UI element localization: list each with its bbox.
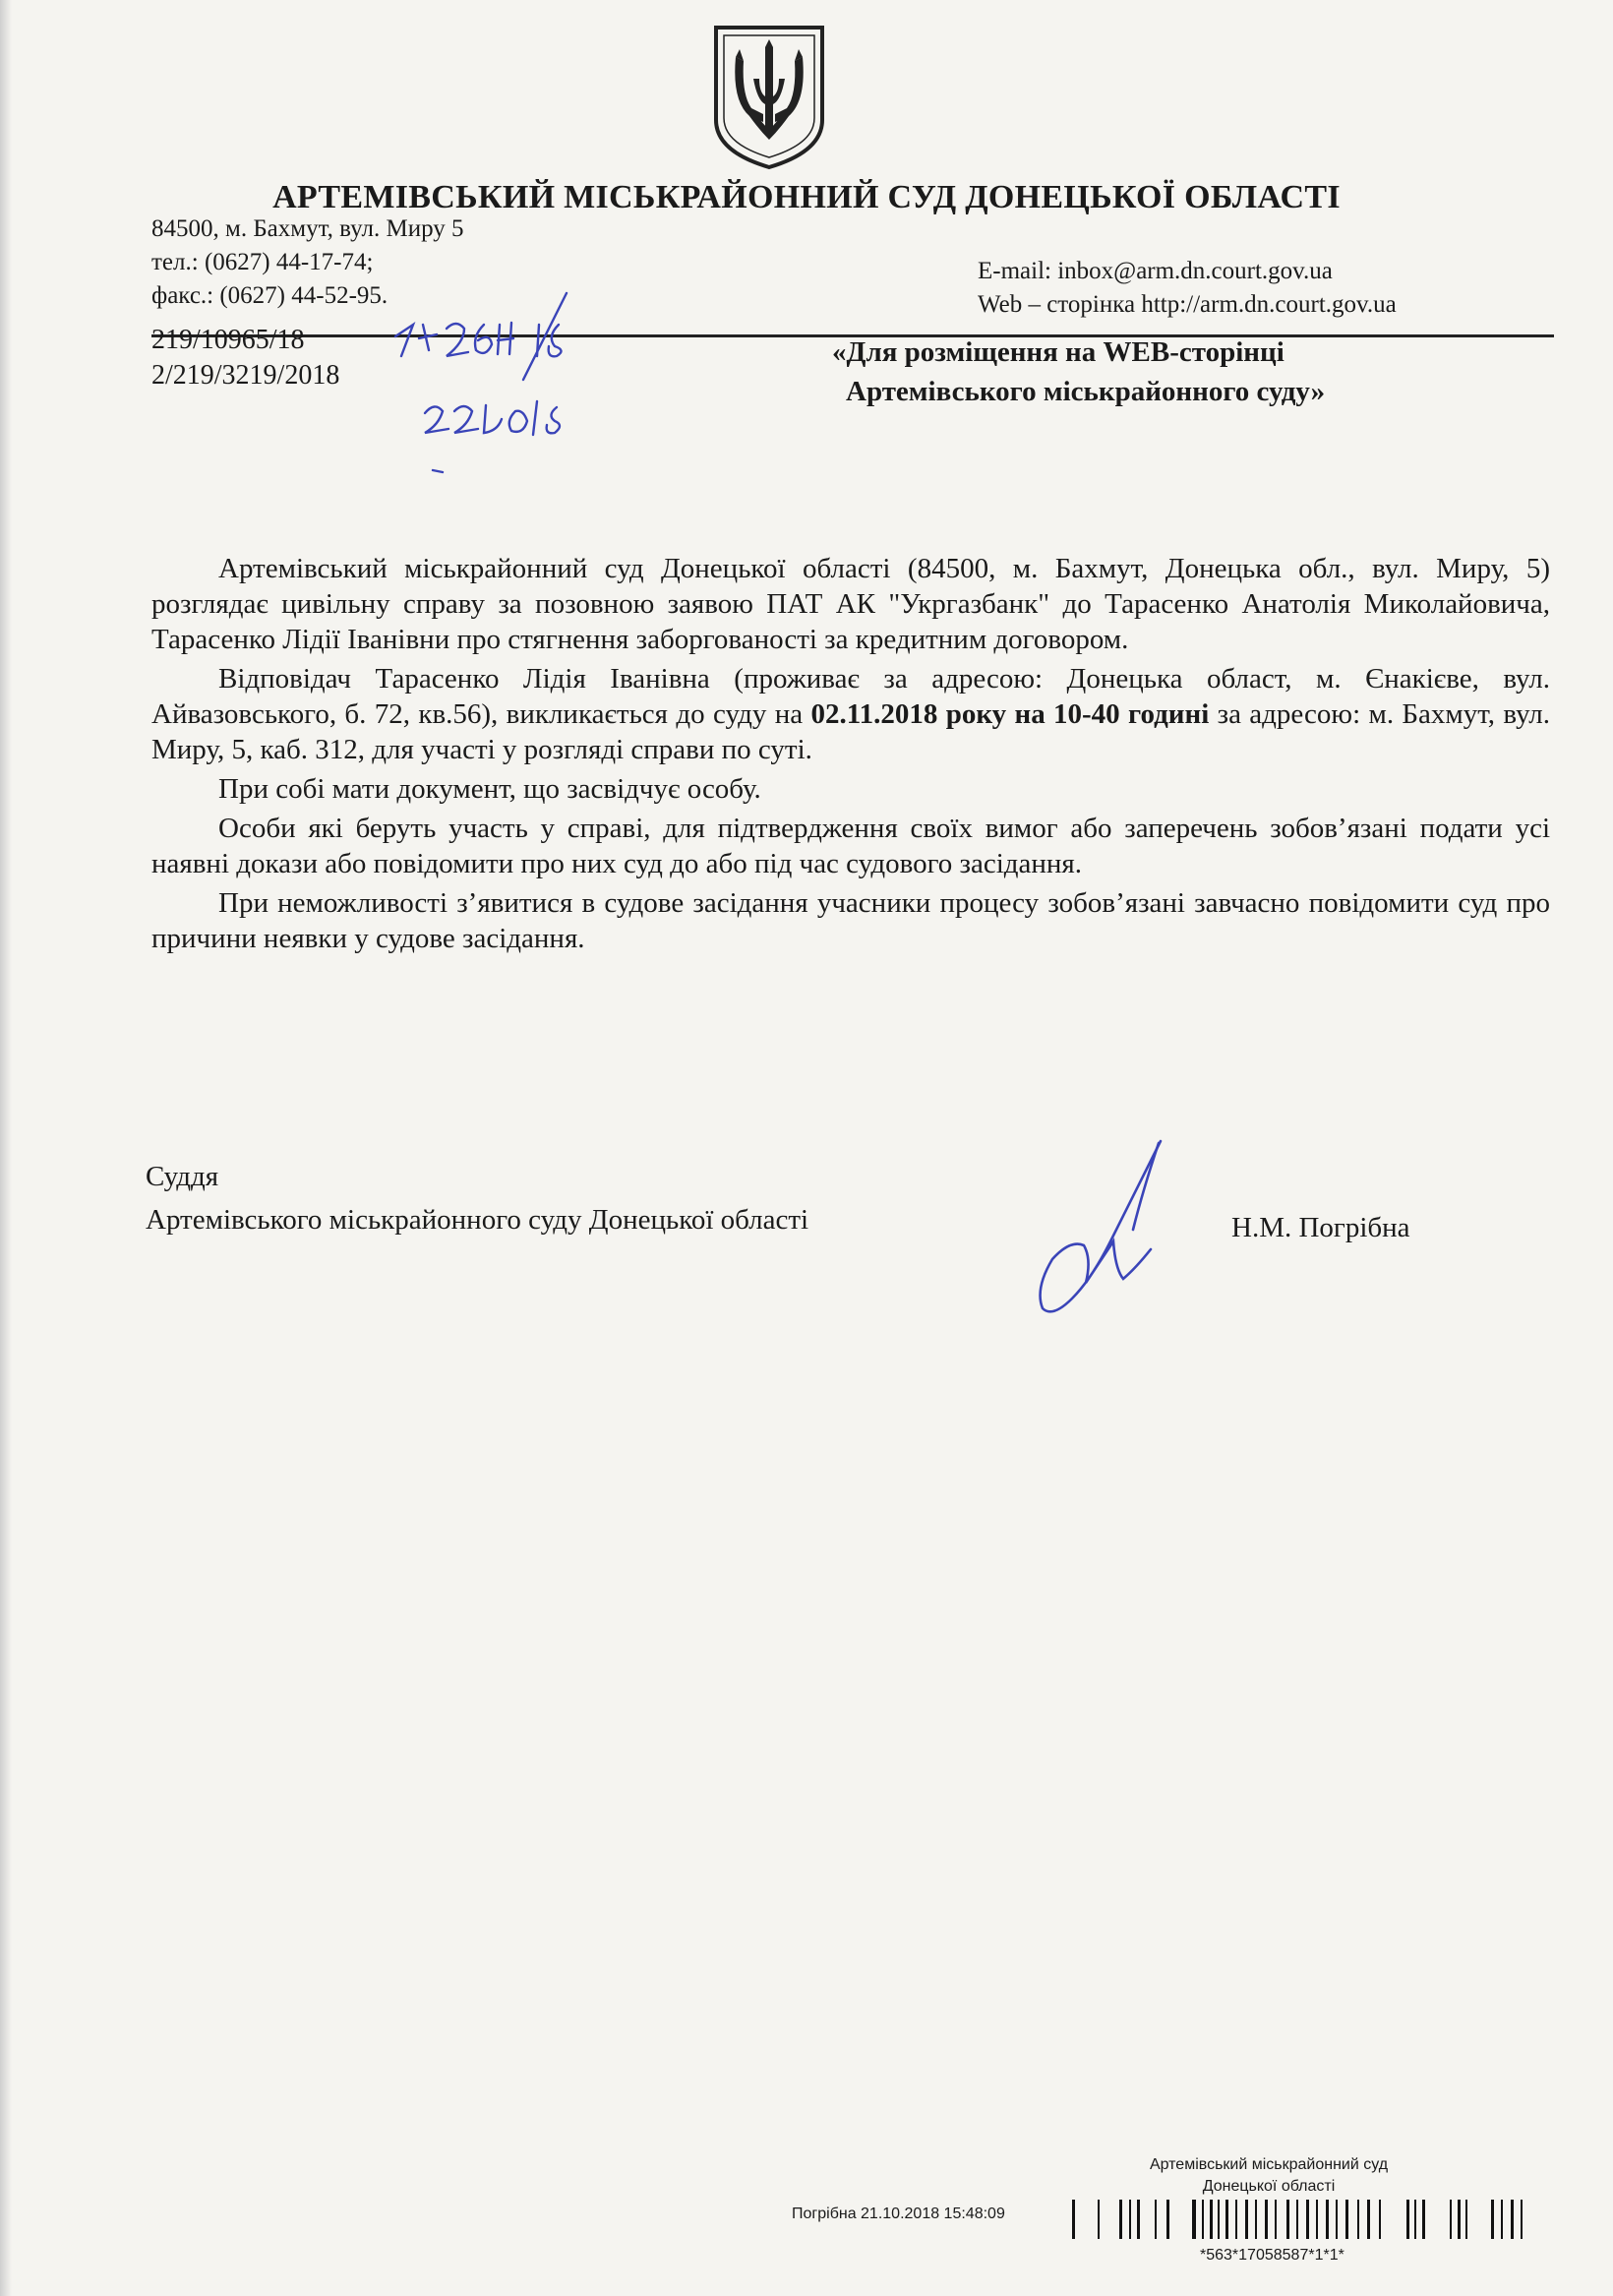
summons-text-end: за адресою: м. Бахмут, вул. Миру, 5, каб. 312, для участі у розгляді справи по суті. [151, 698, 1551, 765]
coat-of-arms-icon [710, 22, 828, 171]
stamp-court-line-2: Донецької області [1202, 2178, 1336, 2195]
case-number: 219/10965/18 [151, 325, 305, 355]
stamp-court-line-1: Артемівський міськрайонний суд [1149, 2156, 1389, 2173]
handwritten-signature [1013, 1131, 1200, 1338]
digital-signature-timestamp: Погрібна 21.10.2018 15:48:09 [792, 2205, 1005, 2222]
web-publication-note [832, 332, 1325, 411]
court-email: E-mail: inbox@arm.dn.court.gov.ua [978, 258, 1333, 284]
paragraph-absence-notice: При неможливості з’явитися в судове засідання учасники процесу зобов’язані завчасно повідомити суд про причини неявки у судове засідання. [151, 887, 1550, 954]
judge-name: Н.М. Погрібна [1231, 1212, 1410, 1243]
handwritten-registration-marks [374, 285, 669, 482]
summons-body [151, 551, 1550, 956]
barcode-icon [1072, 2200, 1534, 2239]
court-fax: факс.: (0627) 44-52-95. [151, 282, 388, 309]
contact-block-right [978, 255, 1397, 322]
court-website: Web – сторінка http://arm.dn.court.gov.ua [978, 291, 1397, 318]
web-note-line-2: Артемівського міськрайонного суду» [846, 376, 1326, 407]
paragraph-evidence: Особи які беруть участь у справі, для підтвердження своїх вимог або заперечень зобов’язані подати усі наявні докази або повідомити про них суд до або під час судового засідання. [151, 813, 1550, 879]
proceeding-number: 2/219/3219/2018 [151, 360, 340, 391]
court-address: 84500, м. Бахмут, вул. Миру 5 [151, 215, 464, 242]
judge-court: Артемівського міськрайонного суду Донецької області [146, 1204, 809, 1236]
paragraph-case-description: Артемівський міськрайонний суд Донецької області (84500, м. Бахмут, Донецька обл., вул. Миру, 5) розглядає цивільну справу за позовною заявою ПАТ АК "Укргазбанк" до Тарасенко Анатолія Миколайовича, Тарасенко Лідії Іванівни про стягнення заборгованості за кредитним договором. [151, 553, 1550, 655]
case-numbers [151, 323, 339, 393]
digital-stamp-court [1141, 2154, 1397, 2198]
barcode-number: *563*17058587*1*1* [1200, 2247, 1344, 2264]
web-note-line-1: «Для розміщення на WEB-сторінці [832, 336, 1284, 368]
summons-text-start: Відповідач Тарасенко Лідія Іванівна (проживає за адресою: Донецька област, м. Єнакієве, вул. Айвазовського, б. 72, кв.56), викликається до суду на [151, 663, 1550, 730]
scan-edge-shadow [0, 0, 12, 2296]
judge-title: Суддя [146, 1161, 219, 1192]
hearing-datetime: 02.11.2018 року на 10-40 годині [810, 698, 1210, 730]
paragraph-id-document: При собі мати документ, що засвідчує особу. [218, 773, 761, 805]
court-title: АРТЕМІВСЬКИЙ МІСЬКРАЙОННИЙ СУД ДОНЕЦЬКОЇ ОБЛАСТІ [272, 179, 1341, 215]
paragraph-summons [151, 661, 1550, 767]
court-phone: тел.: (0627) 44-17-74; [151, 249, 374, 275]
judge-signature-block [146, 1155, 808, 1241]
